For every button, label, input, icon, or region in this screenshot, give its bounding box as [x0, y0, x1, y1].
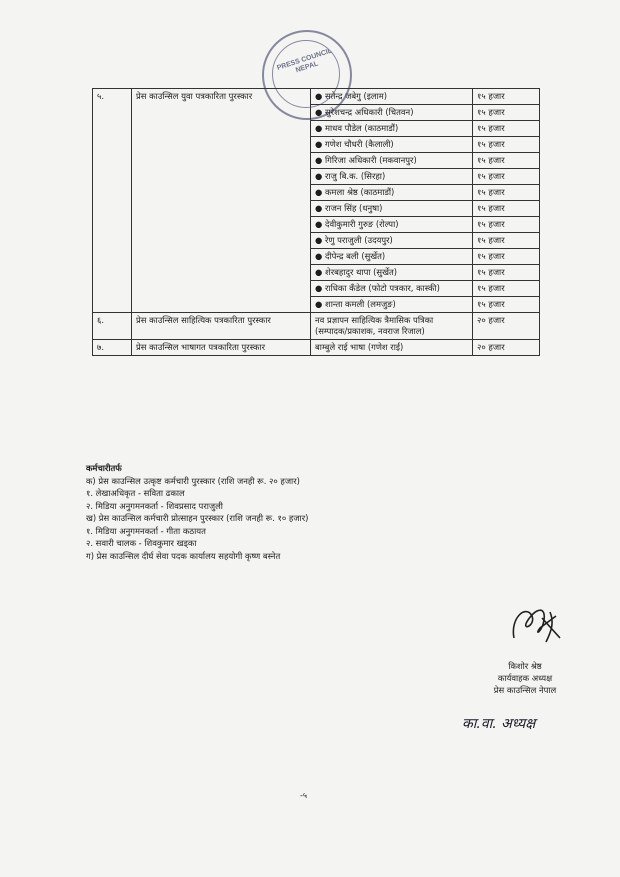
recipient-cell — [311, 297, 473, 313]
recipient-cell — [311, 313, 473, 340]
table-row — [93, 89, 540, 105]
staff-line: ग) प्रेस काउन्सिल दीर्घ सेवा पदक कार्यालय सहयोगी कृष्ण बस्नेत — [86, 550, 281, 561]
bullet-icon: ● — [315, 107, 323, 117]
award-amount: १५ हजार — [473, 265, 540, 281]
staff-line: २. मिडिया अनुगमनकर्ता - शिवप्रसाद पराजुली — [86, 500, 223, 511]
signature-scribble-icon — [506, 598, 566, 648]
award-amount: २० हजार — [473, 313, 540, 340]
recipient-cell — [311, 265, 473, 281]
award-amount: १५ हजार — [473, 297, 540, 313]
staff-line: ख) प्रेस काउन्सिल कर्मचारी प्रोत्साहन पुरस्कार (राशि जनही रू. १० हजार) — [86, 513, 309, 523]
award-category: प्रेस काउन्सिल युवा पत्रकारिता पुरस्कार — [132, 89, 311, 313]
recipient-name: माधव पौडेल (काठमाडौं) — [325, 123, 399, 133]
award-amount: १५ हजार — [473, 249, 540, 265]
recipient-name: कमला श्रेष्ठ (काठमाडौं) — [325, 187, 395, 197]
bullet-icon: ● — [315, 171, 323, 181]
row-number: ७. — [93, 340, 132, 356]
recipient-name: दीपेन्द्र बली (सुर्खेत) — [325, 251, 386, 261]
award-amount: १५ हजार — [473, 153, 540, 169]
table-row — [93, 340, 540, 356]
recipient-cell — [311, 233, 473, 249]
award-amount: १५ हजार — [473, 105, 540, 121]
recipient-cell — [311, 169, 473, 185]
signature-block — [470, 660, 580, 696]
recipient-name: देवीकुमारी गुरुङ (रोल्पा) — [325, 219, 399, 229]
bullet-icon: ● — [315, 155, 323, 165]
recipient-cell — [311, 281, 473, 297]
bullet-icon: ● — [315, 187, 323, 197]
award-amount: १५ हजार — [473, 137, 540, 153]
recipient-cell — [311, 185, 473, 201]
awards-table — [92, 88, 540, 356]
recipient-name: शेरबहादुर थापा (सुर्खेत) — [325, 267, 397, 277]
award-amount: १५ हजार — [473, 201, 540, 217]
stamp-text: PRESS COUNCIL NEPAL — [276, 47, 334, 75]
handwritten-note: का.वा. अध्यक्ष — [462, 716, 536, 732]
award-amount: १५ हजार — [473, 217, 540, 233]
recipient-cell — [311, 217, 473, 233]
table-row — [93, 313, 540, 340]
signer-organization: प्रेस काउन्सिल नेपाल — [493, 685, 557, 695]
bullet-icon: ● — [315, 235, 323, 245]
bullet-icon: ● — [315, 251, 323, 261]
recipient-name: गणेश चौधरी (कैलाली) — [325, 139, 394, 149]
recipient-cell — [311, 121, 473, 137]
signer-title: कार्यवाहक अध्यक्ष — [497, 673, 553, 683]
recipient-name: नव प्रज्ञापन साहित्यिक त्रैमासिक पत्रिका (सम्पादक/प्रकाशक, नवराज रिजाल) — [315, 315, 434, 336]
award-amount: १५ हजार — [473, 233, 540, 249]
staff-line: १. लेखाअधिकृत - सविता ढकाल — [86, 488, 185, 498]
award-amount: १५ हजार — [473, 169, 540, 185]
row-number: ५. — [93, 89, 132, 313]
bullet-icon: ● — [315, 299, 323, 309]
bullet-icon: ● — [315, 91, 323, 101]
award-amount: १५ हजार — [473, 121, 540, 137]
recipient-cell — [311, 105, 473, 121]
bullet-icon: ● — [315, 139, 323, 149]
recipient-name: गिरिजा अधिकारी (मकवानपुर) — [325, 155, 417, 165]
recipient-cell — [311, 201, 473, 217]
recipient-name: सुरेशचन्द्र अधिकारी (चितवन) — [325, 107, 414, 117]
recipient-name: शान्ता कमली (लमजुङ) — [325, 299, 396, 309]
staff-line: २. सवारी चालक - शिवकुमार खड्का — [86, 538, 197, 548]
recipient-name: बाम्बुले राई भाषा (गणेश राई) — [315, 342, 404, 352]
award-amount: १५ हजार — [473, 185, 540, 201]
bullet-icon: ● — [315, 267, 323, 277]
signer-name: किशोर श्रेष्ठ — [508, 661, 542, 671]
award-amount: १५ हजार — [473, 89, 540, 105]
award-amount: १५ हजार — [473, 281, 540, 297]
bullet-icon: ● — [315, 219, 323, 229]
award-category: प्रेस काउन्सिल भाषागत पत्रकारिता पुरस्कार — [132, 340, 311, 356]
recipient-cell — [311, 249, 473, 265]
row-number: ६. — [93, 313, 132, 340]
bullet-icon: ● — [315, 123, 323, 133]
staff-heading: कर्मचारीतर्फ — [86, 463, 122, 473]
recipient-cell — [311, 137, 473, 153]
bullet-icon: ● — [315, 283, 323, 293]
recipient-name: रेणु पराजुली (उदयपुर) — [325, 235, 393, 245]
recipient-cell — [311, 153, 473, 169]
bullet-icon: ● — [315, 203, 323, 213]
recipient-cell — [311, 89, 473, 105]
staff-line: क) प्रेस काउन्सिल उत्कृष्ट कर्मचारी पुरस्कार (राशि जनही रू. २० हजार) — [86, 475, 300, 486]
award-amount: २० हजार — [473, 340, 540, 356]
recipient-name: सतेन्द्र जबेगु (इलाम) — [325, 91, 388, 101]
recipient-cell — [311, 340, 473, 356]
staff-awards-section — [86, 462, 546, 562]
award-category: प्रेस काउन्सिल साहित्यिक पत्रकारिता पुरस्कार — [132, 313, 311, 340]
page-number: -५ — [300, 791, 308, 800]
recipient-name: राजन सिंह (धनुषा) — [325, 203, 383, 213]
recipient-name: राजु बि.क. (सिरहा) — [325, 171, 386, 181]
recipient-name: राधिका कँडेल (फोटो पत्रकार, कास्की) — [325, 283, 440, 293]
staff-line: १. मिडिया अनुगमनकर्ता - गीता कठायत — [86, 525, 206, 536]
